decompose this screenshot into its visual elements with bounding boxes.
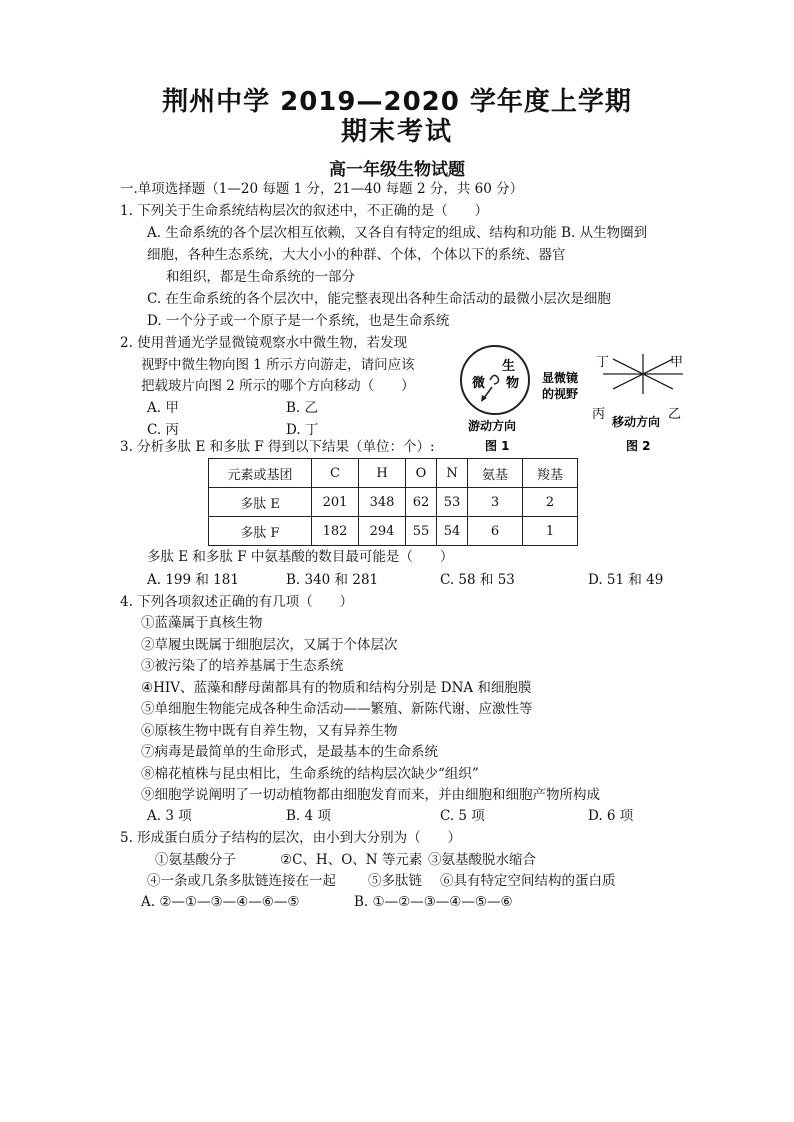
- exam-subtitle: 期末考试: [340, 117, 453, 147]
- table-cell: 294: [359, 517, 406, 546]
- q4-item: ⑤单细胞生物能完成各种生命活动——繁殖、新陈代谢、应激性等: [141, 701, 533, 717]
- q2-option-a: A. 甲: [147, 400, 179, 416]
- table-cell: 53: [437, 488, 468, 517]
- fig2-name: 图 2: [626, 439, 651, 453]
- table-header-cell: O: [406, 459, 437, 488]
- q1-stem: 1. 下列关于生命系统结构层次的叙述中，不正确的是（ ）: [120, 203, 489, 219]
- q4-item: ⑧棉花植株与昆虫相比，生命系统的结构层次缺少“组织”: [141, 766, 479, 782]
- q2-option-d: D. 丁: [286, 422, 319, 438]
- q5-item-5: ⑤多肽链: [368, 873, 422, 889]
- fig1-name: 图 1: [485, 439, 510, 453]
- table-cell: 多肽 E: [209, 488, 312, 517]
- q2-stem-line3: 把载玻片向图 2 所示的哪个方向移动（ ）: [141, 378, 415, 394]
- q4-stem: 4. 下列各项叙述正确的有几项（ ）: [120, 594, 354, 610]
- q5-option-b: B. ①—②—③—④—⑤—⑥: [354, 894, 513, 910]
- q4-option-c: C. 5 项: [440, 808, 485, 824]
- q5-item-2: ②C、H、O、N 等元素: [280, 852, 423, 868]
- microbe-shape: [490, 375, 499, 384]
- table-cell: 182: [312, 517, 359, 546]
- table-cell: 62: [406, 488, 437, 517]
- fig2-label-jia: 甲: [670, 355, 684, 370]
- q3-question: 多肽 E 和多肽 F 中氨基酸的数目最可能是（ ）: [147, 549, 454, 565]
- q5-item-3: ③氨基酸脱水缩合: [428, 852, 536, 868]
- fig1-caption: 游动方向: [468, 419, 517, 433]
- q4-item: ⑦病毒是最简单的生命形式，是最基本的生命系统: [141, 744, 438, 760]
- fig1-label-sheng: 生: [502, 359, 516, 374]
- q3-option-a: A. 199 和 181: [147, 572, 239, 588]
- fig1-label-wu: 物: [506, 376, 520, 391]
- q1-option-a-line2: 细胞，各种生态系统，大大小小的种群、个体，个体以下的系统、器官: [147, 247, 566, 263]
- q2-stem-line2: 视野中微生物向图 1 所示方向游走，请问应该: [141, 357, 415, 373]
- table-cell: 3: [468, 488, 523, 517]
- q5-option-a: A. ②—①—③—④—⑥—⑤: [141, 894, 300, 910]
- table-header-cell: 元素或基团: [209, 459, 312, 488]
- q2-stem-line1: 2. 使用普通光学显微镜观察水中微生物，若发现: [120, 335, 408, 351]
- q3-option-b: B. 340 和 281: [286, 572, 379, 588]
- table-row: [209, 517, 578, 546]
- q3-stem: 3. 分析多肽 E 和多肽 F 得到以下结果（单位：个）:: [120, 439, 435, 455]
- fig2-label-title2: 的视野: [542, 387, 579, 401]
- table-cell: 2: [523, 488, 578, 517]
- figure-2: [538, 352, 688, 456]
- table-header-cell: H: [359, 459, 406, 488]
- q4-item: ④HIV、蓝藻和酵母菌都具有的物质和结构分别是 DNA 和细胞膜: [141, 680, 532, 696]
- fig2-caption: 移动方向: [612, 415, 661, 429]
- exam-title: 荆州中学 2019—2020 学年度上学期: [162, 87, 632, 117]
- q4-item: ①蓝藻属于真核生物: [141, 615, 263, 631]
- q5-stem: 5. 形成蛋白质分子结构的层次，由小到大分别为（ ）: [120, 830, 462, 846]
- q4-item: ②草履虫既属于细胞层次，又属于个体层次: [141, 637, 398, 653]
- q5-item-4: ④一条或几条多肽链连接在一起: [147, 873, 336, 889]
- table-cell: 348: [359, 488, 406, 517]
- q3-option-c: C. 58 和 53: [440, 572, 515, 588]
- q5-item-6: ⑥具有特定空间结构的蛋白质: [440, 873, 616, 889]
- q4-option-d: D. 6 项: [588, 808, 634, 824]
- q2-option-c: C. 丙: [147, 422, 179, 438]
- table-cell: 55: [406, 517, 437, 546]
- q1-option-d: D. 一个分子或一个原子是一个系统，也是生命系统: [147, 313, 450, 329]
- swim-direction-arrow: [484, 387, 492, 398]
- fig2-label-ding: 丁: [596, 355, 610, 370]
- table-cell: 54: [437, 517, 468, 546]
- table-header-cell: N: [437, 459, 468, 488]
- table-cell: 201: [312, 488, 359, 517]
- q4-item: ③被污染了的培养基属于生态系统: [141, 658, 344, 674]
- q2-option-b: B. 乙: [286, 400, 319, 416]
- table-header-row: [209, 459, 578, 488]
- q1-option-c: C. 在生命系统的各个层次中，能完整表现出各种生命活动的最微小层次是细胞: [147, 291, 611, 307]
- q4-item: ⑥原核生物中既有自养生物，又有异养生物: [141, 723, 398, 739]
- paper-title: 高一年级生物试题: [329, 160, 465, 180]
- table-cell: 多肽 F: [209, 517, 312, 546]
- fig2-label-title1: 显微镜: [542, 371, 579, 385]
- q1-option-a-line3: 和组织，都是生命系统的一部分: [166, 269, 355, 285]
- table-header-cell: C: [312, 459, 359, 488]
- fig2-label-yi: 乙: [668, 407, 682, 422]
- q1-option-a-line1: A. 生命系统的各个层次相互依赖，又各自有特定的组成、结构和功能 B. 从生物圈到: [147, 225, 648, 241]
- table-cell: 6: [468, 517, 523, 546]
- q4-item: ⑨细胞学说阐明了一切动植物都由细胞发育而来，并由细胞和细胞产物所构成: [141, 787, 600, 803]
- q3-option-d: D. 51 和 49: [588, 572, 664, 588]
- fig1-label-wei: 微: [472, 376, 486, 391]
- table-row: [209, 488, 578, 517]
- q5-item-1: ①氨基酸分子: [155, 852, 236, 868]
- q4-option-b: B. 4 项: [286, 808, 331, 824]
- table-header-cell: 氨基: [468, 459, 523, 488]
- q4-option-a: A. 3 项: [147, 808, 192, 824]
- fig2-label-bing: 丙: [592, 407, 606, 422]
- table-cell: 1: [523, 517, 578, 546]
- table-header-cell: 羧基: [523, 459, 578, 488]
- section-heading: 一.单项选择题（1—20 每题 1 分，21—40 每题 2 分，共 60 分）: [120, 181, 524, 197]
- peptide-table: [208, 458, 578, 546]
